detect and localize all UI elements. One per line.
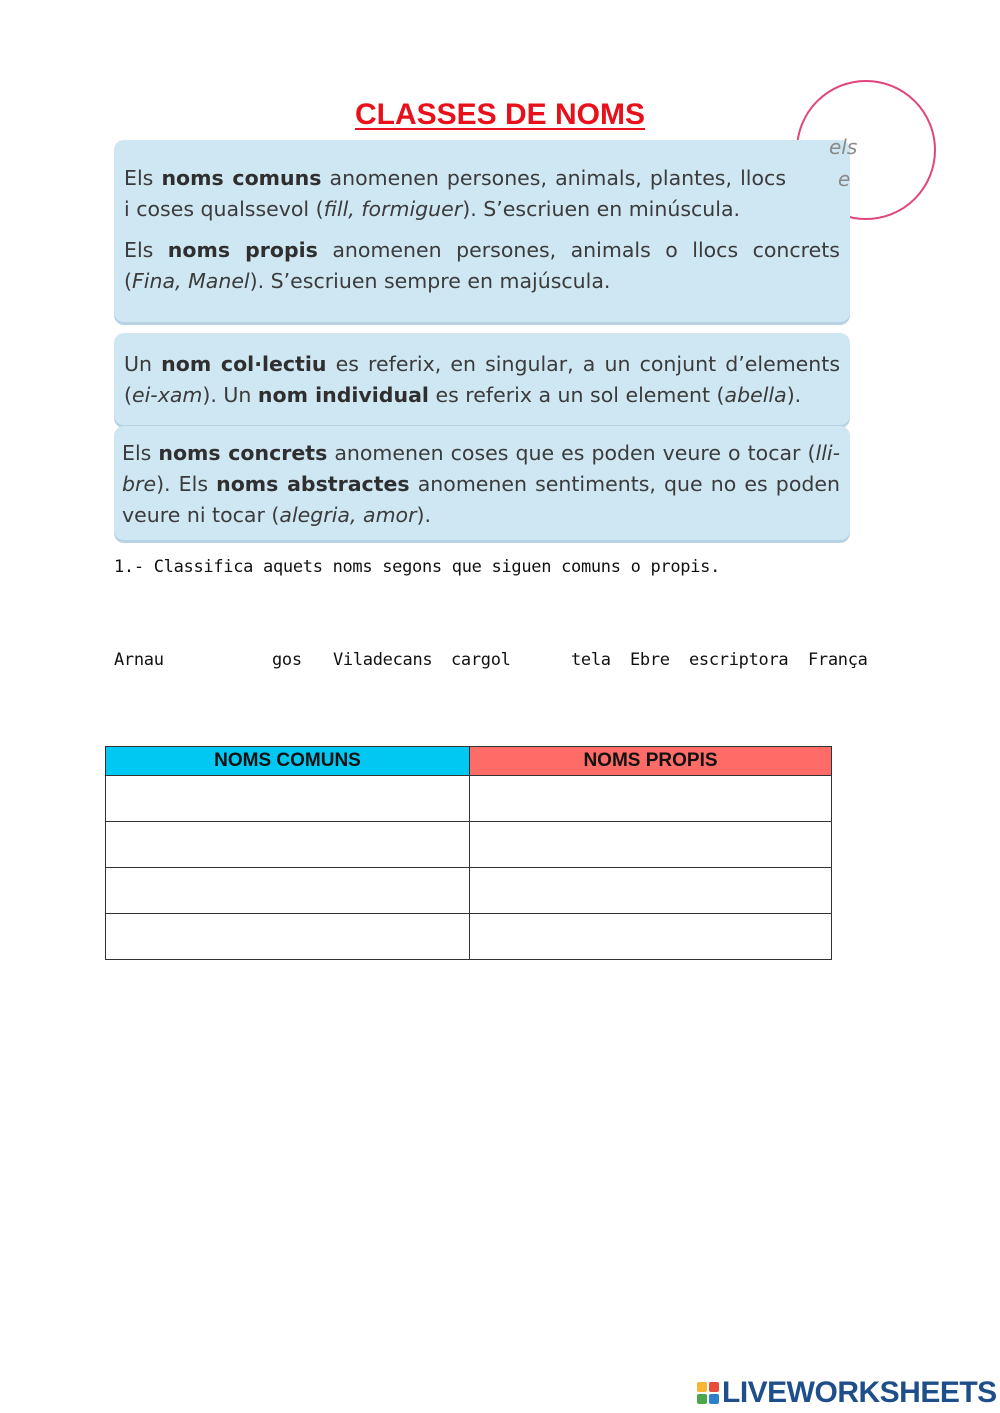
table-row: [106, 776, 832, 822]
answer-cell-propis: [470, 868, 832, 914]
answer-input-propis[interactable]: [470, 776, 831, 821]
answer-cell-propis: [470, 914, 832, 960]
answer-input-comuns[interactable]: [106, 822, 469, 867]
side-fragment-text: e: [838, 167, 851, 191]
word-item: tela: [571, 650, 611, 670]
exercise-instruction: 1.- Classifica aquets noms segons que siguen comuns o propis.: [114, 557, 721, 577]
liveworksheets-logo-icon: [697, 1382, 719, 1404]
header-noms-comuns: NOMS COMUNS: [106, 747, 470, 776]
theory-noms-propis: Els noms propis anomenen persones, animals o llocs concrets (Fina, Manel). S’escriuen sempre en majúscula.: [124, 238, 840, 293]
logo-square: [697, 1382, 707, 1392]
theory-panel-concrets: [114, 426, 850, 540]
answer-input-comuns[interactable]: [106, 776, 469, 821]
logo-square: [697, 1394, 707, 1404]
word-item: Viladecans: [333, 650, 433, 670]
answer-cell-comuns: [106, 822, 470, 868]
theory-panel-comuns-propis: [114, 140, 850, 322]
word-item: Ebre: [630, 650, 670, 670]
answer-cell-propis: [470, 822, 832, 868]
word-item: Arnau: [114, 650, 164, 670]
word-item: gos: [272, 650, 302, 670]
answer-cell-comuns: [106, 776, 470, 822]
answer-input-comuns[interactable]: [106, 868, 469, 913]
side-fragment-text: els: [829, 135, 858, 159]
answer-input-comuns[interactable]: [106, 914, 469, 959]
word-item: cargol: [451, 650, 511, 670]
theory-noms-concrets: Els noms concrets anomenen coses que es poden veure o tocar (lli-bre). Els noms abstractes anomenen sentiments, que no es poden veure ni tocar (alegria, amor).: [122, 441, 840, 527]
answer-cell-propis: [470, 776, 832, 822]
logo-square: [709, 1394, 719, 1404]
logo-text: LIVEWORKSHEETS: [722, 1376, 997, 1409]
answer-input-propis[interactable]: [470, 914, 831, 959]
answer-input-propis[interactable]: [470, 868, 831, 913]
worksheet-title: CLASSES DE NOMS: [354, 98, 646, 131]
theory-noms-comuns: Els noms comuns anomenen persones, animals, plantes, llocs i coses qualssevol (fill, formiguer). S’escriuen en minúscula.: [124, 166, 786, 221]
word-item: França: [808, 650, 868, 670]
theory-panel-collectiu: [114, 333, 850, 425]
classification-table: [105, 746, 832, 960]
table-row: [106, 822, 832, 868]
answer-cell-comuns: [106, 914, 470, 960]
answer-input-propis[interactable]: [470, 822, 831, 867]
table-row: [106, 868, 832, 914]
theory-nom-collectiu: Un nom col·lectiu es referix, en singular, a un conjunt d’elements (ei-xam). Un nom individual es referix a un sol element (abella).: [124, 352, 840, 407]
word-item: escriptora: [689, 650, 789, 670]
table-row: [106, 914, 832, 960]
liveworksheets-logo: [697, 1378, 997, 1408]
logo-square: [709, 1382, 719, 1392]
answer-cell-comuns: [106, 868, 470, 914]
header-noms-propis: NOMS PROPIS: [470, 747, 832, 776]
